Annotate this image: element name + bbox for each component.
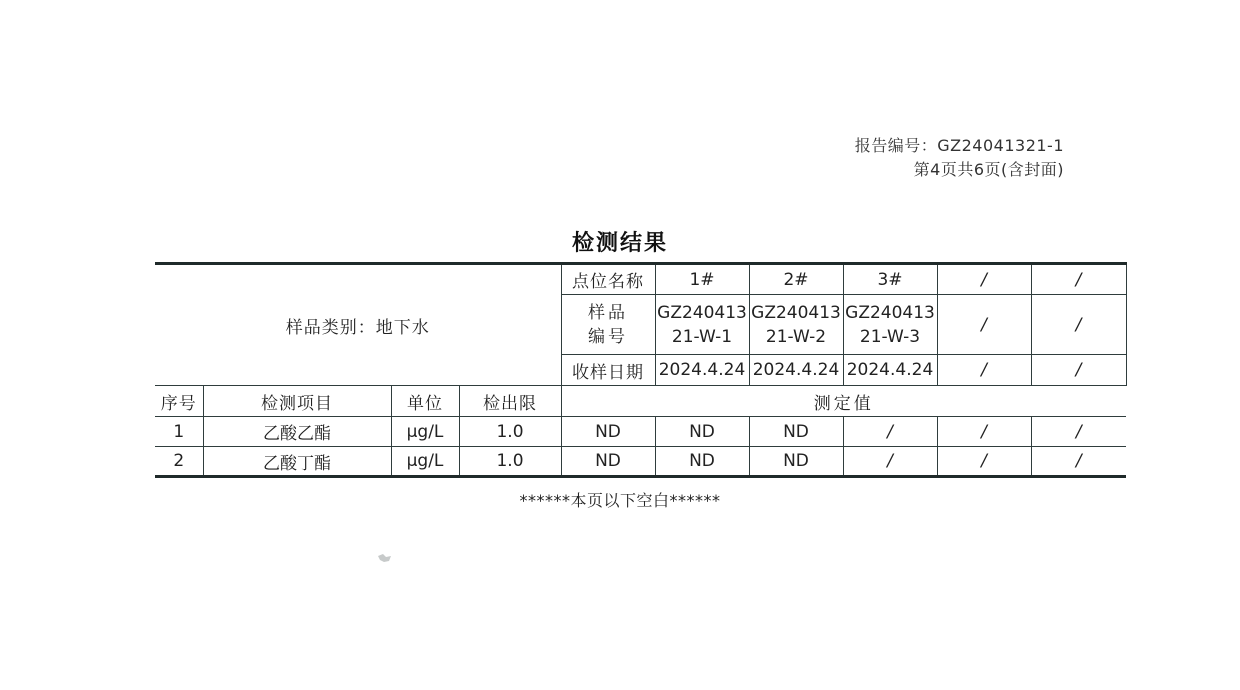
- sample-number-cell: [655, 295, 749, 355]
- page-info-line: [855, 158, 1064, 182]
- value-cell: ND: [561, 417, 655, 447]
- sample-number-line2: 21-W-3: [859, 326, 921, 347]
- blank-below-note: ******本页以下空白******: [519, 491, 721, 510]
- value-cell: ND: [749, 447, 843, 477]
- receive-date-cell: /: [1031, 355, 1126, 386]
- value-cell: ND: [655, 417, 749, 447]
- table-row: [155, 447, 1126, 477]
- sample-number-label-line1: 样品: [588, 302, 628, 323]
- unit-header: 单位: [391, 386, 459, 417]
- value-cell: ND: [561, 447, 655, 477]
- receive-date-label: 收样日期: [561, 355, 655, 386]
- page-info: 第4页共6页(含封面): [913, 160, 1064, 179]
- report-number-line: [855, 134, 1064, 158]
- item-header: 检测项目: [203, 386, 391, 417]
- limit-cell: 1.0: [459, 447, 561, 477]
- value-cell: /: [937, 447, 1031, 477]
- sample-number-line1: GZ240413: [657, 302, 747, 323]
- limit-header: 检出限: [459, 386, 561, 417]
- point-name-label: 点位名称: [561, 264, 655, 295]
- point-name-cell: 2#: [749, 264, 843, 295]
- report-number-label: 报告编号：: [854, 136, 938, 155]
- sample-number-line2: 21-W-1: [671, 326, 733, 347]
- sample-number-label: [561, 295, 655, 355]
- seq-cell: 2: [155, 447, 203, 477]
- table-row: [155, 417, 1126, 447]
- seq-header: 序号: [155, 386, 203, 417]
- page-title: 检测结果: [571, 231, 668, 256]
- point-name-row: [155, 264, 1126, 295]
- value-cell: ND: [749, 417, 843, 447]
- point-name-cell: /: [937, 264, 1031, 295]
- sample-number-cell: [749, 295, 843, 355]
- unit-cell: μg/L: [391, 417, 459, 447]
- measured-value-header: 测定值: [561, 386, 1126, 417]
- point-name-cell: /: [1031, 264, 1126, 295]
- receive-date-cell: 2024.4.24: [843, 355, 937, 386]
- sample-number-line1: GZ240413: [751, 302, 841, 323]
- value-cell: ND: [655, 447, 749, 477]
- column-header-row: [155, 386, 1126, 417]
- sample-number-cell: /: [1031, 295, 1126, 355]
- value-cell: /: [843, 447, 937, 477]
- sample-number-line2: 21-W-2: [765, 326, 827, 347]
- value-cell: /: [1031, 447, 1126, 477]
- value-cell: /: [937, 417, 1031, 447]
- limit-cell: 1.0: [459, 417, 561, 447]
- receive-date-cell: /: [937, 355, 1031, 386]
- value-cell: /: [843, 417, 937, 447]
- value-cell: /: [1031, 417, 1126, 447]
- report-number: GZ24041321-1: [937, 136, 1064, 155]
- report-header-info: [855, 134, 1064, 182]
- sample-type-cell: 样品类别：地下水: [155, 264, 561, 386]
- result-table: [155, 262, 1126, 478]
- sample-number-label-line2: 编号: [588, 326, 628, 347]
- receive-date-cell: 2024.4.24: [655, 355, 749, 386]
- sample-number-cell: /: [937, 295, 1031, 355]
- receive-date-cell: 2024.4.24: [749, 355, 843, 386]
- sample-number-cell: [843, 295, 937, 355]
- sample-number-line1: GZ240413: [845, 302, 935, 323]
- point-name-cell: 3#: [843, 264, 937, 295]
- scan-speck-mark: [377, 553, 393, 563]
- item-cell: 乙酸丁酯: [203, 447, 391, 477]
- unit-cell: μg/L: [391, 447, 459, 477]
- point-name-cell: 1#: [655, 264, 749, 295]
- seq-cell: 1: [155, 417, 203, 447]
- item-cell: 乙酸乙酯: [203, 417, 391, 447]
